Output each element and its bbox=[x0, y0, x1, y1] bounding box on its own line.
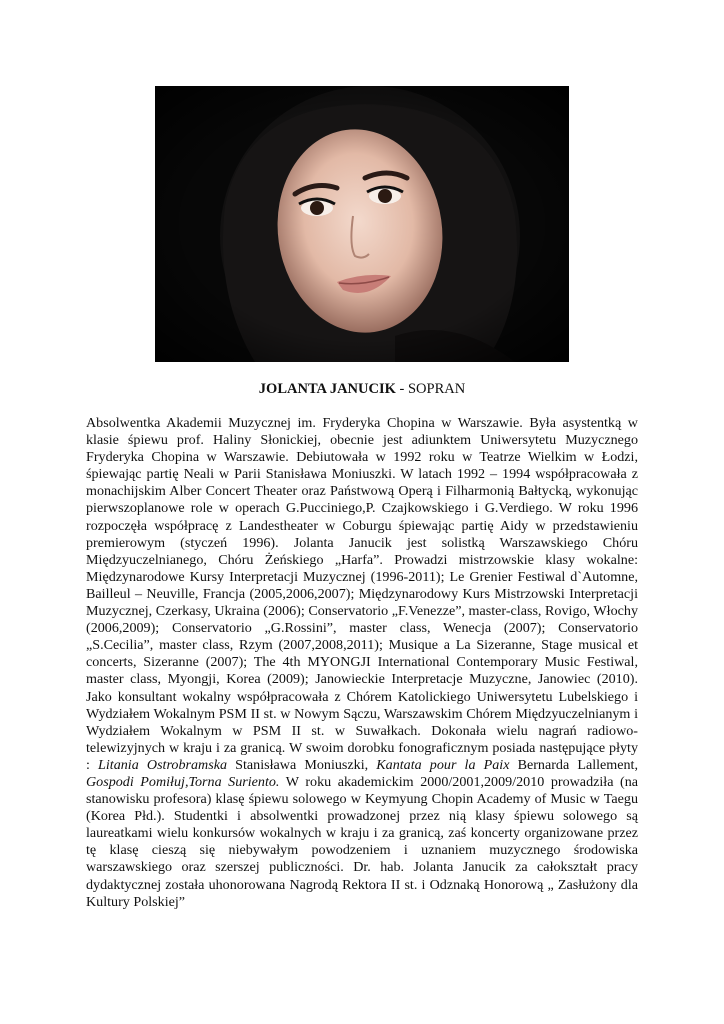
biography-text bbox=[86, 415, 638, 911]
page-heading bbox=[0, 380, 724, 398]
album-title-3: Gospodi Pomiłuj,Torna Suriento. bbox=[86, 773, 280, 790]
portrait-photo bbox=[155, 86, 569, 362]
bio-part-3: Bernarda Lallement, bbox=[509, 756, 638, 773]
bio-part-1: Absolwentka Akademii Muzycznej im. Fryderyka Chopina w Warszawie. Była asystentką w klasie śpiewu prof. Haliny Słonickiej, obecnie jest adiunktem Uniwersytetu Muzycznego Fryderyka Chopina w Warszawie. Debiutowała w 1992 roku w Teatrze Wielkim w Łodzi, śpiewając partię Neali w Parii Stanisława Moniuszki. W latach 1992 – 1994 współpracowała z monachijskim Alber Concert Theater oraz Państwową Operą i Filharmonią Bałtycką, wykonując pierwszoplanowe role w operach G.Pucciniego,P. Czajkowskiego i G.Verdiego. W roku 1996 rozpoczęła współpracę z Landestheater w Coburgu śpiewając partię Aidy w przedstawieniu premierowym (styczeń 1996). Jolanta Janucik jest solistką Warszawskiego Chóru Międzyuczelnianego, Chóru Żeńskiego „Harfa”. Prowadzi mistrzowskie klasy wokalne: Międzynarodowe Kursy Interpretacji Muzycznej (1996-2011); Le Grenier Festiwal d`Automne, Bailleul – Neuville, Francja (2005,2006,2007); Międzynarodowy Kurs Mistrzowski Interpretacji Muzycznej, Czerkasy, Ukraina (2006); Conservatorio „F.Venezze”, master-class, Rovigo, Włochy (2006,2009); Conservatorio „G.Rossini”, master class, Wenecja (2007); Conservatorio „S.Cecilia”, master class, Rzym (2007,2008,2011); Musique a La Sizeranne, Stage musical et concerts, Sizeranne (2007); The 4th MYONGJI International Contemporary Music Festiwal, master class, Myongji, Korea (2009); Janowieckie Interpretacje Muzyczne, Janowiec (2010). Jako konsultant wokalny współpracowała z Chórem Katolickiego Uniwersytetu Lubelskiego i Wydziałem Wokalnym PSM II st. w Nowym Sączu, Warszawskim Chórem Międzyuczelnianym i Wydziałem Wokalnym w PSM II st. w Suwałkach. Dokonała wielu nagrań radiowo-telewizyjnych w kraju i za granicą. W swoim dorobku fonograficznym posiada następujące płyty : bbox=[86, 415, 638, 773]
artist-name: JOLANTA JANUCIK bbox=[258, 381, 396, 397]
album-title-1: Litania Ostrobramska bbox=[98, 756, 228, 773]
portrait-illustration bbox=[155, 86, 569, 362]
bio-part-4: W roku akademickim 2000/2001,2009/2010 prowadziła (na stanowisku profesora) klasę śpiewu solowego w Keymyung Chopin Academy of Music w Taegu (Korea Płd.). Studentki i absolwentki prowadzonej przez nią klasy śpiewu solowego są laureatkami wielu konkursów wokalnych w kraju i za granicą, zaś koncerty organizowane przez tę klasę cieszą się niebywałym powodzeniem i uznaniem muzycznego środowiska warszawskiego oraz szerszej publiczności. Dr. hab. Jolanta Janucik za całokształt pracy dydaktycznej została uhonorowana Nagrodą Rektora II st. i Odznaką Honorową „ Zasłużony dla Kultury Polskiej” bbox=[86, 773, 638, 910]
artist-role: - SOPRAN bbox=[395, 381, 466, 397]
album-title-2: Kantata pour la Paix bbox=[376, 756, 510, 773]
bio-part-2: Stanisława Moniuszki, bbox=[227, 756, 377, 773]
